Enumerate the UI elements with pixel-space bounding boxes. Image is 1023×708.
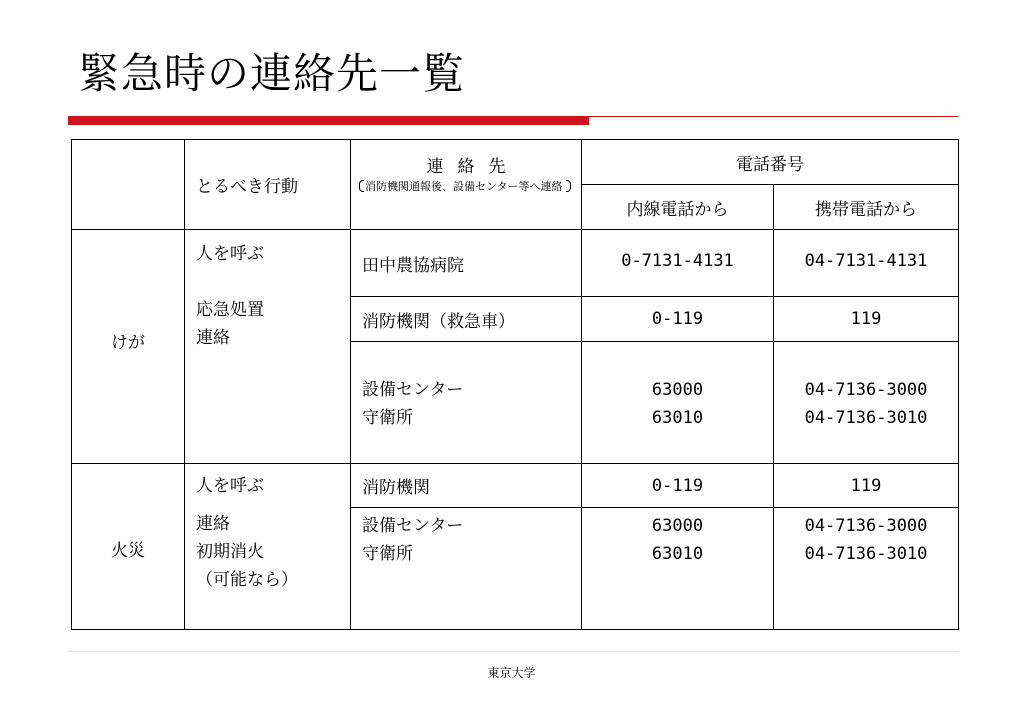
header-contact: 連絡先: [426, 157, 520, 177]
header-from-extension: 内線電話から: [582, 185, 774, 230]
injury-hospital-mobile: 04-7131-4131: [774, 230, 959, 297]
fire-firedept-ext: 0-119: [582, 464, 774, 508]
fire-contact-firedept: 消防機関: [351, 464, 582, 508]
injury-facility-center-mobile: 04-7136-3000: [804, 380, 928, 400]
fire-actions: [185, 464, 351, 630]
fire-guard-office-mobile: 04-7136-3010: [804, 544, 928, 564]
page-title: 緊急時の連絡先一覧: [78, 49, 466, 98]
injury-facility-center-ext: 63000: [651, 380, 704, 400]
category-injury: けが: [72, 230, 185, 464]
fire-action-ifpossible: （可能なら）: [196, 570, 298, 590]
fire-contact-facility-center: 設備センター: [362, 516, 464, 536]
header-phone-group: 電話番号: [582, 140, 959, 185]
fire-contact-facilities: [351, 508, 582, 630]
footer-organization: 東京大学: [487, 666, 536, 680]
footer-divider: [68, 651, 958, 652]
fire-action-extinguish: 初期消火: [196, 542, 264, 562]
injury-ambulance-ext: 0-119: [582, 297, 774, 342]
fire-facilities-ext: [582, 508, 774, 630]
injury-action-firstaid: 応急処置: [196, 300, 264, 320]
title-underline-rule: [589, 116, 958, 117]
injury-hospital-ext: 0-7131-4131: [582, 230, 774, 297]
injury-ambulance-mobile: 119: [774, 297, 959, 342]
fire-firedept-mobile: 119: [774, 464, 959, 508]
fire-action-call: 人を呼ぶ: [196, 476, 264, 496]
injury-guard-office-ext: 63010: [651, 408, 704, 428]
fire-facilities-mobile: [774, 508, 959, 630]
fire-contact-guard-office: 守衛所: [362, 544, 413, 564]
title-underline-accent: [68, 116, 589, 125]
injury-action-contact: 連絡: [196, 328, 230, 348]
injury-contact-facility-center: 設備センター: [362, 380, 464, 400]
injury-guard-office-mobile: 04-7136-3010: [804, 408, 928, 428]
header-contact-note: 消防機関通報後、設備センター等へ連絡: [359, 179, 571, 194]
fire-action-contact: 連絡: [196, 514, 230, 534]
header-from-mobile: 携帯電話から: [774, 185, 959, 230]
header-action: とるべき行動: [185, 140, 351, 230]
fire-facility-center-mobile: 04-7136-3000: [804, 516, 928, 536]
table-row: [72, 464, 959, 508]
category-fire: 火災: [72, 464, 185, 630]
injury-contact-facilities: [351, 342, 582, 464]
injury-contact-ambulance: 消防機関（救急車）: [351, 297, 582, 342]
table-row: [72, 230, 959, 297]
injury-contact-guard-office: 守衛所: [362, 408, 413, 428]
injury-facilities-mobile: [774, 342, 959, 464]
emergency-contact-table: [71, 139, 959, 630]
injury-action-call: 人を呼ぶ: [196, 244, 264, 264]
header-contact-cell: [351, 140, 582, 230]
injury-facilities-ext: [582, 342, 774, 464]
fire-facility-center-ext: 63000: [651, 516, 704, 536]
header-category-cell: [72, 140, 185, 230]
header-row: [72, 140, 959, 185]
injury-actions: [185, 230, 351, 464]
fire-guard-office-ext: 63010: [651, 544, 704, 564]
injury-contact-hospital: 田中農協病院: [351, 230, 582, 297]
